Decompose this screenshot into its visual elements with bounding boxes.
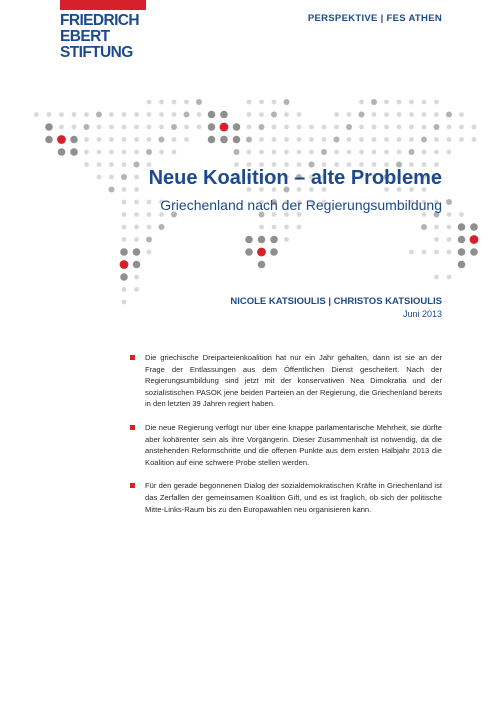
- map-dot: [334, 112, 339, 117]
- map-dot: [271, 112, 277, 118]
- map-dot: [84, 112, 89, 117]
- map-dot: [284, 225, 289, 230]
- map-dot: [372, 150, 377, 155]
- map-dot: [458, 248, 466, 256]
- map-dot: [58, 148, 66, 156]
- map-dot: [397, 137, 402, 142]
- map-dot: [384, 100, 389, 105]
- map-dot: [434, 237, 439, 242]
- map-dot: [446, 112, 452, 118]
- map-dot: [147, 137, 152, 142]
- bullet-square-icon: [130, 425, 135, 430]
- map-dot: [234, 149, 240, 155]
- map-dot: [122, 200, 127, 205]
- map-dot: [147, 200, 152, 205]
- map-dot: [159, 112, 164, 117]
- map-dot: [159, 150, 164, 155]
- map-dot: [134, 225, 139, 230]
- map-dot: [121, 174, 127, 180]
- map-dot: [133, 248, 141, 256]
- map-dot: [422, 125, 427, 130]
- map-dot: [472, 125, 477, 130]
- map-dot: [134, 275, 139, 280]
- map-dot: [133, 261, 141, 269]
- map-dot: [384, 125, 389, 130]
- map-dot: [447, 137, 452, 142]
- map-dot: [159, 224, 165, 230]
- map-dot: [109, 187, 115, 193]
- map-dot: [284, 125, 289, 130]
- map-dot: [72, 112, 77, 117]
- logo-line-1: FRIEDRICH: [60, 12, 139, 29]
- map-dot: [147, 125, 152, 130]
- map-dot: [459, 212, 464, 217]
- map-dot: [122, 212, 127, 217]
- map-dot-highlight: [120, 260, 129, 269]
- map-dot: [171, 124, 177, 130]
- map-dot: [147, 112, 152, 117]
- map-dot: [397, 125, 402, 130]
- map-dot: [384, 150, 389, 155]
- map-dot: [84, 124, 90, 130]
- map-dot: [97, 125, 102, 130]
- map-dot: [259, 112, 264, 117]
- map-dot: [272, 125, 277, 130]
- map-dot: [447, 237, 452, 242]
- map-dot: [409, 149, 415, 155]
- map-dot: [346, 124, 352, 130]
- map-dot: [172, 112, 177, 117]
- map-dot: [122, 137, 127, 142]
- map-dot: [284, 137, 289, 142]
- map-dot: [233, 123, 241, 131]
- map-dot: [120, 273, 128, 281]
- map-dot: [97, 175, 102, 180]
- map-dot: [208, 123, 216, 131]
- map-dot: [122, 287, 127, 292]
- map-dot: [447, 275, 452, 280]
- bullet-item: [130, 352, 442, 410]
- map-dot: [184, 125, 189, 130]
- map-dot: [196, 99, 202, 105]
- map-dot: [45, 123, 53, 131]
- map-dot: [284, 99, 290, 105]
- bullet-text: Für den gerade begonnenen Dialog der sozialdemokratischen Kräfte in Griechenland ist das Zerfallen der gemeinsamen Koalition Gift, und es ist fraglich, ob sich der politische Mitte-Links-Raum bis zu den Europawahlen neu organisieren kann.: [145, 481, 442, 514]
- map-dot: [134, 150, 139, 155]
- map-dot: [134, 125, 139, 130]
- map-dot: [184, 137, 189, 142]
- map-dot: [122, 162, 127, 167]
- map-dot: [447, 225, 452, 230]
- map-dot: [258, 261, 266, 269]
- map-dot: [409, 250, 414, 255]
- map-dot: [422, 100, 427, 105]
- map-dot: [421, 224, 427, 230]
- map-dot: [447, 250, 452, 255]
- map-dot: [70, 148, 78, 156]
- map-dot: [422, 150, 427, 155]
- map-dot: [197, 112, 202, 117]
- map-dot: [97, 150, 102, 155]
- map-dot: [434, 275, 439, 280]
- map-dot: [172, 150, 177, 155]
- map-dot: [272, 150, 277, 155]
- map-dot: [134, 287, 139, 292]
- map-dot: [322, 137, 327, 142]
- map-dot: [384, 112, 389, 117]
- map-dot: [359, 112, 365, 118]
- logo-line-3: STIFTUNG: [60, 44, 133, 61]
- map-dot: [409, 112, 414, 117]
- map-dot: [259, 100, 264, 105]
- map-dot: [272, 137, 277, 142]
- map-dot: [147, 225, 152, 230]
- map-dot: [434, 100, 439, 105]
- map-dot: [146, 149, 152, 155]
- map-dot: [372, 112, 377, 117]
- map-dot: [59, 112, 64, 117]
- map-dot: [70, 136, 78, 144]
- map-dot: [246, 137, 252, 143]
- map-dot: [134, 137, 139, 142]
- map-dot: [247, 150, 252, 155]
- map-dot: [284, 237, 289, 242]
- map-dot: [434, 225, 439, 230]
- map-dot: [270, 248, 278, 256]
- map-dot: [297, 112, 302, 117]
- map-dot: [109, 137, 114, 142]
- map-dot: [359, 150, 364, 155]
- map-dot: [184, 112, 190, 118]
- map-dot: [259, 124, 265, 130]
- map-dot-highlight: [220, 123, 229, 132]
- map-dot: [458, 236, 466, 244]
- map-dot-highlight: [470, 235, 479, 244]
- map-dot: [247, 125, 252, 130]
- bullet-square-icon: [130, 355, 135, 360]
- map-dot: [284, 150, 289, 155]
- map-dot: [322, 125, 327, 130]
- bullet-item: [130, 480, 442, 515]
- map-dot: [409, 137, 414, 142]
- map-dot: [120, 248, 128, 256]
- map-dot: [458, 261, 466, 269]
- map-dot: [284, 112, 289, 117]
- map-dot: [447, 150, 452, 155]
- map-dot: [247, 100, 252, 105]
- map-dot: [109, 175, 114, 180]
- map-dot: [84, 162, 89, 167]
- map-dot: [297, 150, 302, 155]
- map-dot: [409, 125, 414, 130]
- map-dot: [334, 150, 339, 155]
- map-dot: [122, 125, 127, 130]
- map-dot: [147, 100, 152, 105]
- map-dot: [245, 248, 253, 256]
- map-dot: [97, 162, 102, 167]
- map-dot: [459, 137, 464, 142]
- map-dot: [347, 137, 352, 142]
- map-dot: [422, 250, 427, 255]
- map-dot: [109, 125, 114, 130]
- map-dot: [147, 250, 152, 255]
- map-dot: [59, 125, 64, 130]
- map-dot: [134, 212, 139, 217]
- map-dot: [309, 137, 314, 142]
- map-dot: [397, 100, 402, 105]
- map-dot: [134, 237, 139, 242]
- map-dot: [309, 125, 314, 130]
- map-dot: [159, 100, 164, 105]
- map-dot: [459, 112, 464, 117]
- map-dot: [359, 100, 364, 105]
- bullet-item: [130, 422, 442, 468]
- logo-line-2: EBERT: [60, 28, 110, 45]
- fes-logo: [60, 0, 146, 61]
- map-dot: [208, 136, 216, 144]
- map-dot: [409, 100, 414, 105]
- map-dot: [422, 112, 427, 117]
- map-dot: [334, 125, 339, 130]
- map-dot: [134, 187, 139, 192]
- map-dot: [109, 150, 114, 155]
- map-dot: [470, 248, 478, 256]
- map-dot: [272, 225, 277, 230]
- bullet-text: Die neue Regierung verfügt nur über eine knappe parlamentarische Mehrheit, sie dürfte aber kohärenter sein als ihre Vorgängerin. Dieser Zusammenhalt ist notwendig, da die anstehenden Reformschritte und die offenen Punkte aus dem ersten Halbjahr 2013 die Koalition auf eine schwere Probe stellen werden.: [145, 422, 442, 467]
- map-dot-highlight: [57, 135, 66, 144]
- map-dot: [397, 112, 402, 117]
- map-dot: [84, 137, 89, 142]
- map-dot: [397, 150, 402, 155]
- map-dot: [172, 100, 177, 105]
- page-subtitle: Griechenland nach der Regierungsumbildung: [160, 197, 442, 213]
- map-dot: [297, 225, 302, 230]
- map-dot: [97, 137, 102, 142]
- map-dot: [122, 150, 127, 155]
- map-dot: [359, 125, 364, 130]
- map-dot: [147, 212, 152, 217]
- map-dot: [434, 112, 439, 117]
- series-label: PERSPEKTIVE | FES ATHEN: [307, 13, 442, 24]
- map-dot: [84, 150, 89, 155]
- map-dot: [159, 125, 164, 130]
- map-dot: [122, 187, 127, 192]
- map-dot: [447, 125, 452, 130]
- map-dot: [233, 136, 241, 144]
- map-dot: [321, 149, 327, 155]
- bullet-square-icon: [130, 483, 135, 488]
- map-dot: [297, 125, 302, 130]
- map-dot: [197, 125, 202, 130]
- map-dot: [134, 112, 139, 117]
- map-dot: [359, 137, 364, 142]
- map-dot: [434, 250, 439, 255]
- map-dot: [172, 137, 177, 142]
- map-dot: [421, 137, 427, 143]
- map-dot: [245, 236, 253, 244]
- map-dot: [122, 225, 127, 230]
- map-dot: [347, 112, 352, 117]
- map-dot: [184, 100, 189, 105]
- map-dot: [47, 112, 52, 117]
- map-dot: [122, 237, 127, 242]
- map-dot: [159, 137, 165, 143]
- map-dot: [109, 162, 114, 167]
- map-dot: [309, 150, 314, 155]
- map-dot: [134, 200, 139, 205]
- publication-date: Juni 2013: [402, 309, 442, 319]
- map-dot: [258, 236, 266, 244]
- map-dot: [470, 223, 478, 231]
- map-dot: [259, 225, 264, 230]
- authors: NICOLE KATSIOULIS | CHRISTOS KATSIOULIS: [230, 296, 442, 307]
- map-dot: [220, 111, 228, 119]
- map-dot: [334, 137, 340, 143]
- map-dot: [372, 137, 377, 142]
- map-dot: [122, 300, 127, 305]
- map-dot: [434, 150, 439, 155]
- map-dot: [247, 112, 252, 117]
- map-dot: [146, 237, 152, 243]
- map-dot: [434, 137, 439, 142]
- map-dot: [371, 99, 377, 105]
- map-dot: [109, 112, 114, 117]
- logo-red-bar: [60, 0, 146, 10]
- map-dot: [259, 150, 264, 155]
- bullet-text: Die griechische Dreiparteienkoalition hat nur ein Jahr gehalten, dann ist sie an der Frage der Entlassungen aus dem Öffentlichen Dienst gescheitert. Nach der Regierungsumbildung sind jetzt mit der konservativen Nea Dimokratia und der sozialistischen PASOK jene beiden Parteien an der Regierung, die Griechenland bereits in den letzten 39 Jahren regiert haben.: [145, 353, 442, 409]
- map-dot-highlight: [257, 248, 266, 257]
- map-dot: [220, 136, 228, 144]
- map-dot: [134, 162, 140, 168]
- map-dot: [297, 137, 302, 142]
- map-dot: [446, 199, 452, 205]
- map-dot: [270, 236, 278, 244]
- map-dot: [372, 125, 377, 130]
- map-dot: [272, 100, 277, 105]
- map-dot: [384, 137, 389, 142]
- logo-wordmark: [60, 13, 146, 61]
- map-dot: [134, 175, 139, 180]
- map-dot: [259, 137, 264, 142]
- page-title: Neue Koalition – alte Probleme: [148, 167, 442, 189]
- map-dot: [45, 136, 53, 144]
- map-dot: [458, 223, 466, 231]
- summary-bullets: [130, 352, 442, 527]
- map-dot: [472, 137, 477, 142]
- map-dot: [122, 112, 127, 117]
- map-dot: [34, 112, 39, 117]
- map-dot: [72, 125, 77, 130]
- map-dot: [347, 150, 352, 155]
- map-dot: [434, 124, 440, 130]
- map-dot: [96, 112, 102, 118]
- map-dot: [447, 212, 452, 217]
- map-dot: [459, 125, 464, 130]
- map-dot: [208, 111, 216, 119]
